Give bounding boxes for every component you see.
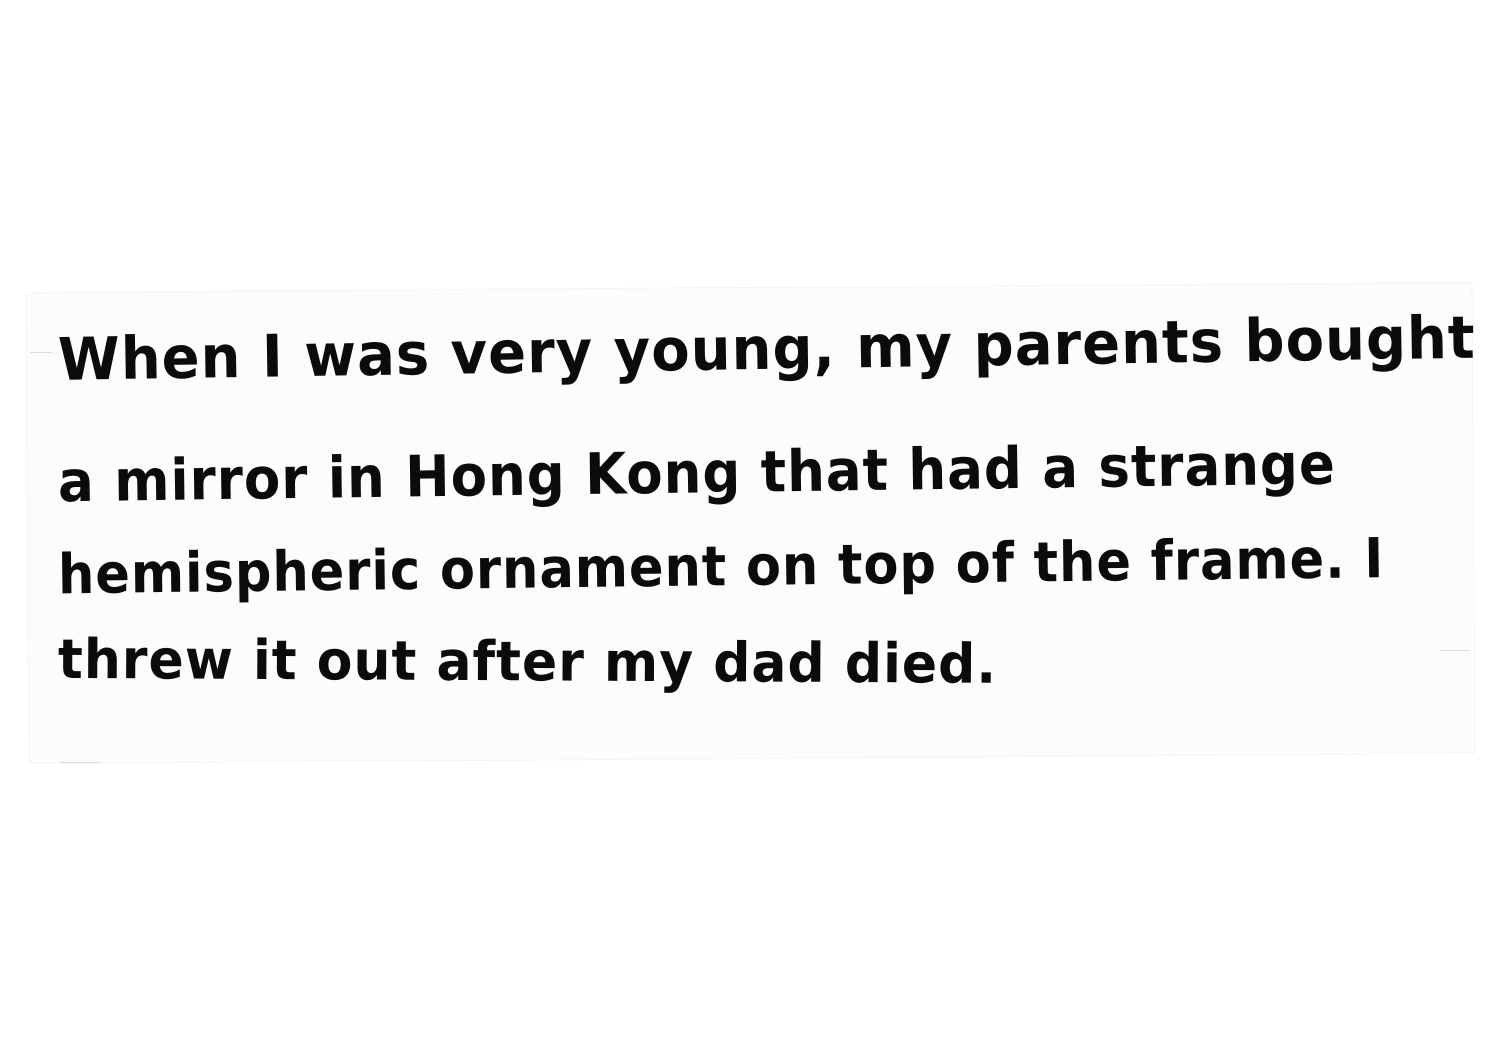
note-line: threw it out after my dad died.: [57, 628, 998, 697]
note-line: When I was very young, my parents bought: [57, 304, 1477, 395]
pencil-mark: [30, 352, 52, 353]
note-line: hemispheric ornament on top of the frame. I: [57, 527, 1385, 608]
handwritten-note: [57, 304, 1478, 740]
pencil-mark: [60, 762, 100, 763]
note-line: a mirror in Hong Kong that had a strange: [57, 431, 1337, 516]
